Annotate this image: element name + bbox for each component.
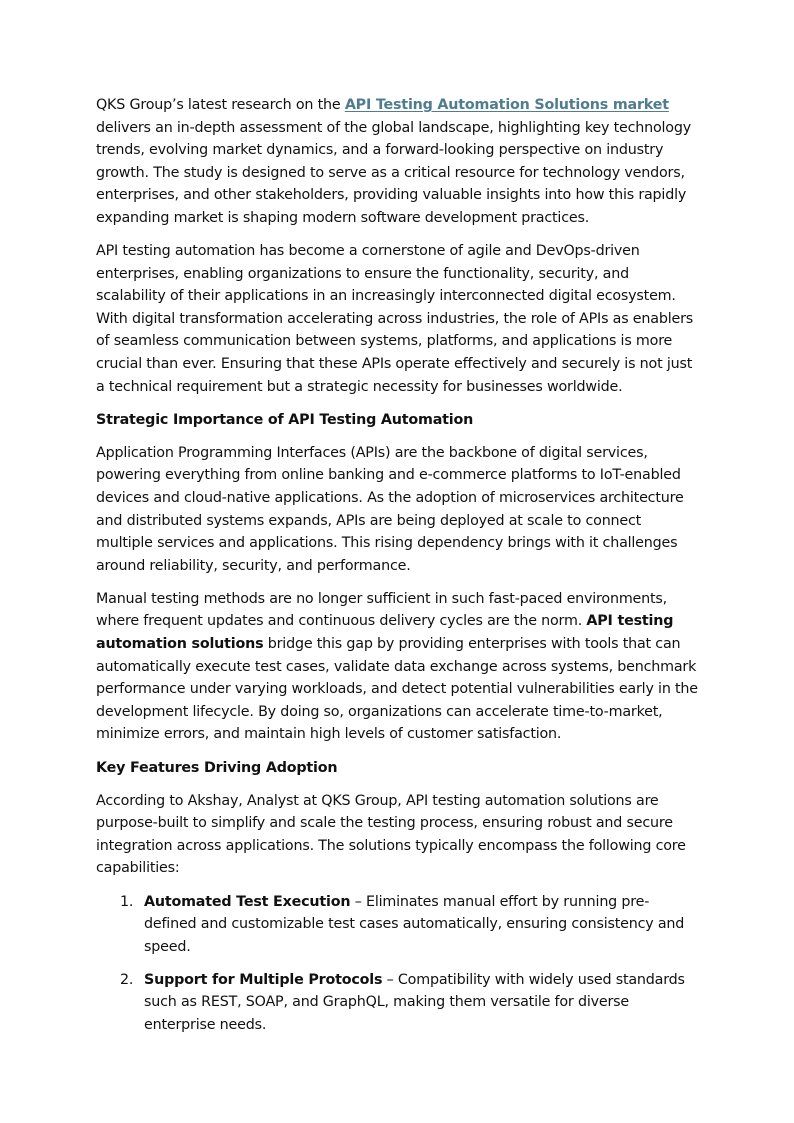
list-item <box>96 969 700 1037</box>
list-item-title: Support for Multiple Protocols <box>144 971 383 988</box>
paragraph-manual-testing <box>96 588 700 746</box>
heading-key-features: Key Features Driving Adoption <box>96 759 338 776</box>
paragraph-analyst-quote: According to Akshay, Analyst at QKS Group, API testing automation solutions are purpose-built to simplify and scale the testing process, ensuring robust and secure integration across applications. The solutions typically encompass the following core capabilities: <box>96 792 686 877</box>
list-item-number: 2. <box>120 971 134 988</box>
paragraph-devops: API testing automation has become a cornerstone of agile and DevOps-driven enterprises, enabling organizations to ensure the functionality, security, and scalability of their applications in an increasingly interconnected digital ecosystem. With digital transformation accelerating across industries, the role of APIs as enablers of seamless communication between systems, platforms, and applications is more crucial than ever. Ensuring that these APIs operate effectively and securely is not just a technical requirement but a strategic necessity for businesses worldwide. <box>96 243 693 395</box>
list-item-title: Automated Test Execution <box>144 893 351 910</box>
list-item-text: – Compatibility with widely used standards such as REST, SOAP, and GraphQL, making them versatile for diverse enterprise needs. <box>144 971 685 1033</box>
bold-api-testing-automation-solutions: API testing automation solutions <box>96 613 674 653</box>
list-item <box>96 891 700 959</box>
intro-paragraph <box>96 94 700 230</box>
capabilities-list <box>96 891 700 1037</box>
intro-prefix: QKS Group’s latest research on the <box>96 97 345 113</box>
heading-strategic-importance: Strategic Importance of API Testing Automation <box>96 411 474 428</box>
intro-suffix: delivers an in-depth assessment of the global landscape, highlighting key technology trends, evolving market dynamics, and a forward-looking perspective on industry growth. The study is designed to serve as a critical resource for technology vendors, enterprises, and other stakeholders, providing valuable insights into how this rapidly expanding market is shaping modern software development practices. <box>96 119 691 226</box>
list-item-text: – Eliminates manual effort by running pre-defined and customizable test cases automatically, ensuring consistency and speed. <box>144 893 685 955</box>
manual-testing-suffix: bridge this gap by providing enterprises with tools that can automatically execute test cases, validate data exchange across systems, benchmark performance under varying workloads, and detect potential vulnerabilities early in the development lifecycle. By doing so, organizations can accelerate time-to-market, minimize errors, and maintain high levels of customer satisfaction. <box>96 636 698 743</box>
market-report-link[interactable]: API Testing Automation Solutions market <box>344 97 669 113</box>
document-body <box>96 94 700 1047</box>
manual-testing-prefix: Manual testing methods are no longer sufficient in such fast-paced environments, where frequent updates and continuous delivery cycles are the norm. <box>96 590 668 630</box>
paragraph-apis-backbone: Application Programming Interfaces (APIs) are the backbone of digital services, powering everything from online banking and e-commerce platforms to IoT-enabled devices and cloud-native applications. As the adoption of microservices architecture and distributed systems expands, APIs are being deployed at scale to connect multiple services and applications. This rising dependency brings with it challenges around reliability, security, and performance. <box>96 444 684 574</box>
list-item-number: 1. <box>120 893 134 910</box>
